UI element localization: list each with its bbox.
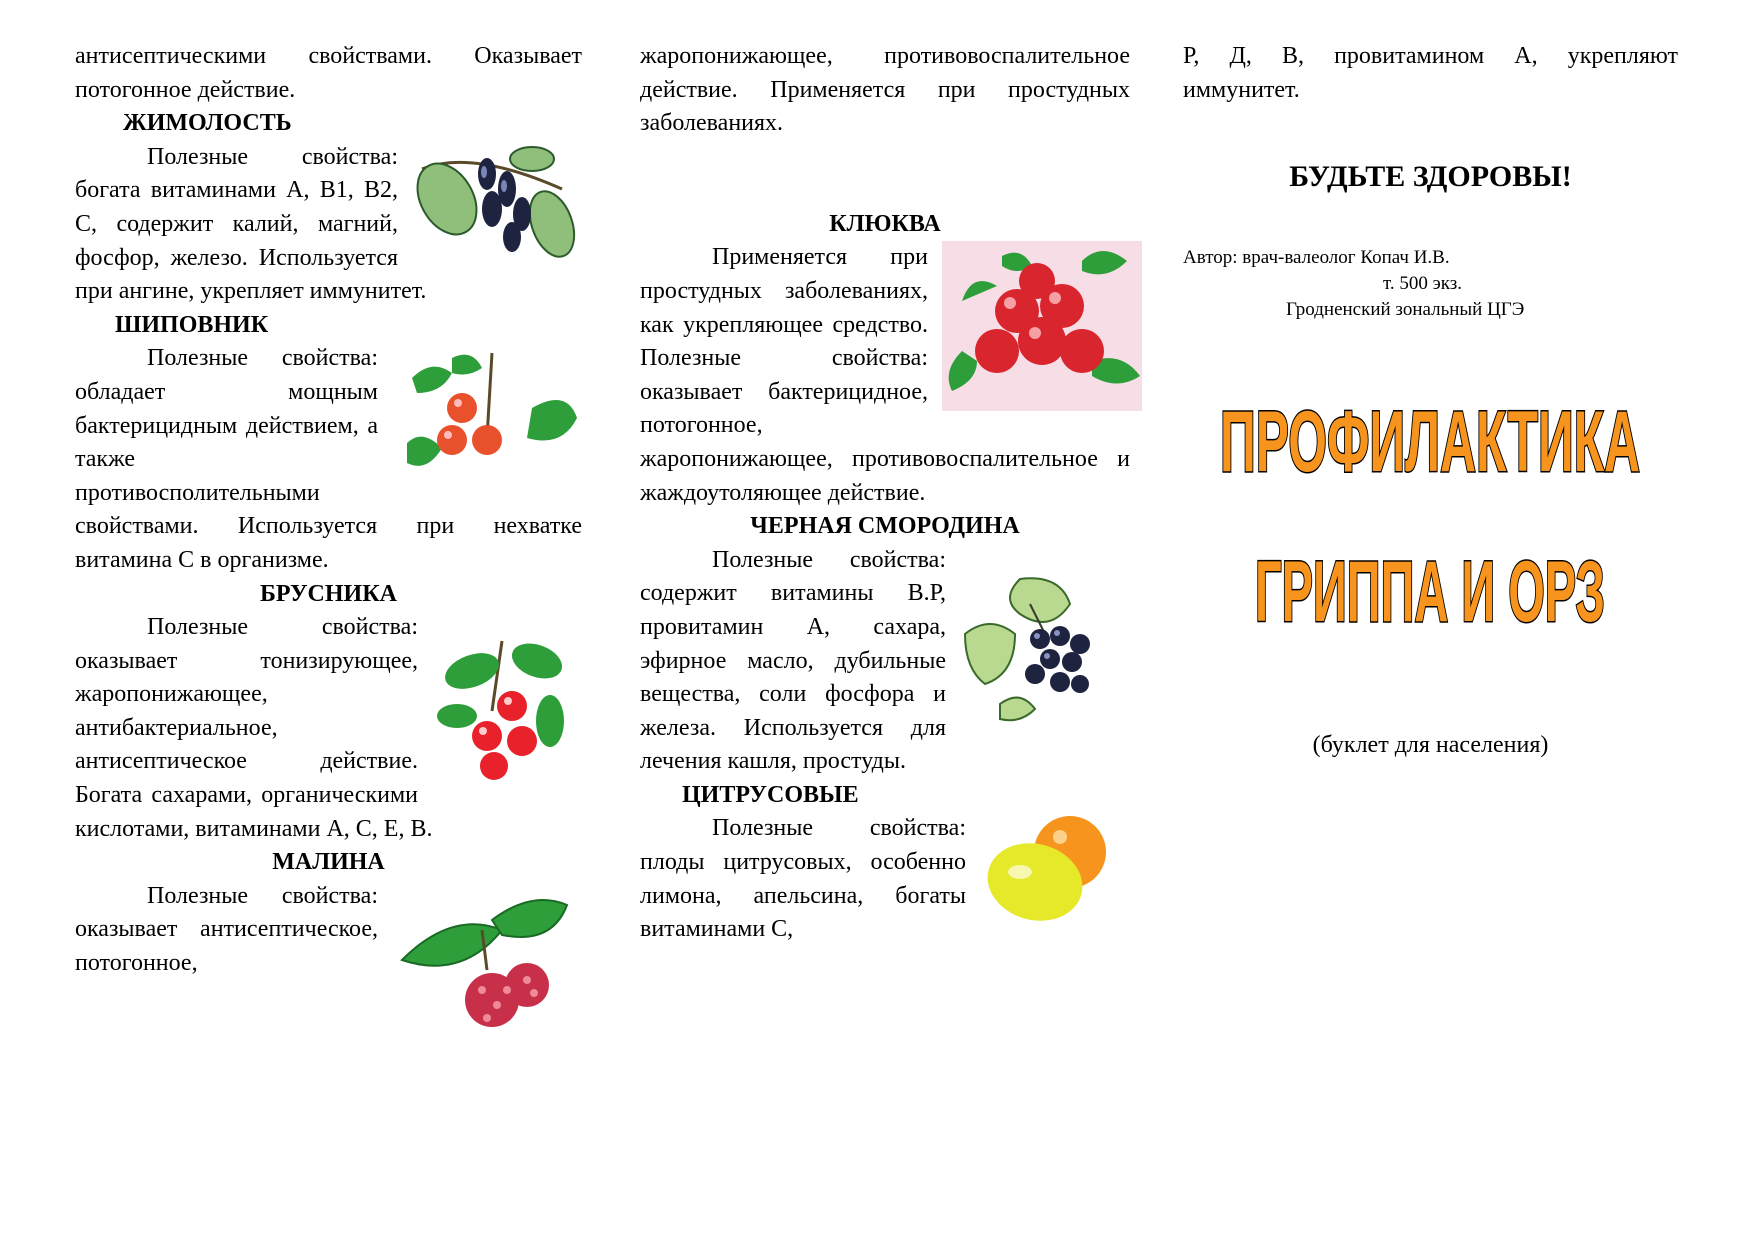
title-line-2: ГРИППА И ОРЗ (1255, 544, 1605, 640)
column-3 (1183, 40, 1678, 763)
citrus-image (980, 812, 1120, 927)
cranberry-image (942, 241, 1142, 411)
text-brusnika: Полезные свойства: оказывает тонизирующее, жаропонижающее, антибактериальное, антисептическое действие. Богата сахарами, органическими кислотами, витаминами А, С, Е, В. (75, 614, 433, 842)
author-line: Автор: врач-валеолог Копач И.В. (1183, 247, 1450, 269)
greeting: БУДЬТЕ ЗДОРОВЫ! (1289, 160, 1572, 194)
blackcurrant-image (960, 574, 1110, 724)
heading-zhimolost: ЖИМОЛОСТЬ (123, 110, 292, 137)
text-smorodina: Полезные свойства: содержит витамины В.Р, провитамин А, сахара, эфирное масло, дубильные вещества, соли фосфора и железа. Используется для лечения кашля, простуды. (640, 546, 946, 775)
heading-klyukva: КЛЮКВА (829, 210, 941, 237)
honeysuckle-image (412, 129, 582, 264)
subtitle: (буклет для населения) (1312, 732, 1549, 759)
heading-shipovnik: ШИПОВНИК (115, 311, 269, 338)
col3-intro: Р, Д, В, провитамином А, укрепляют иммунитет. (1183, 43, 1678, 103)
heading-malina: МАЛИНА (272, 849, 385, 876)
heading-smorodina: ЧЕРНАЯ СМОРОДИНА (750, 513, 1020, 540)
col1-intro: антисептическими свойствами. Оказывает потогонное действие. (75, 43, 582, 103)
text-citrus: Полезные свойства: плоды цитрусовых, особенно лимона, апельсина, богаты витаминами С, (640, 815, 966, 943)
column-1 (75, 40, 582, 1035)
heading-citrus: ЦИТРУСОВЫЕ (682, 781, 859, 808)
org-line: Гродненский зональный ЦГЭ (1286, 299, 1525, 321)
booklet-title (1183, 359, 1678, 639)
author-block (1183, 245, 1678, 323)
heading-brusnika: БРУСНИКА (260, 580, 397, 607)
column-2 (640, 40, 1130, 947)
booklet-title-graphic (1183, 359, 1678, 639)
col2-intro: жаропонижающее, противовоспалительное действие. Применяется при простудных заболеваниях. (640, 43, 1130, 137)
text-shipovnik: Полезные свойства: обладает мощным бактерицидным действием, а также противосполительными свойствами. Используется при нехватке витамина С в организме. (75, 345, 582, 573)
rosehip-image (392, 348, 582, 483)
text-malina: Полезные свойства: оказывает антисептическое, потогонное, (75, 882, 378, 977)
text-klyukva: Применяется при простудных заболеваниях, как укрепляющее средство. Полезные свойства: оказывает бактерицидное, потогонное, жаропонижающее, противовоспалительное и жаждоутоляющее действие. (640, 244, 1130, 506)
title-line-1: ПРОФИЛАКТИКА (1220, 394, 1640, 491)
lingonberry-image (432, 631, 582, 786)
copies-line: т. 500 экз. (1383, 273, 1463, 295)
raspberry-image (392, 890, 582, 1035)
text-zhimolost: Полезные свойства: богата витаминами А, В1, В2, С, содержит калий, магний, фосфор, железо. Используется при ангине, укрепляет иммунитет. (75, 143, 427, 305)
